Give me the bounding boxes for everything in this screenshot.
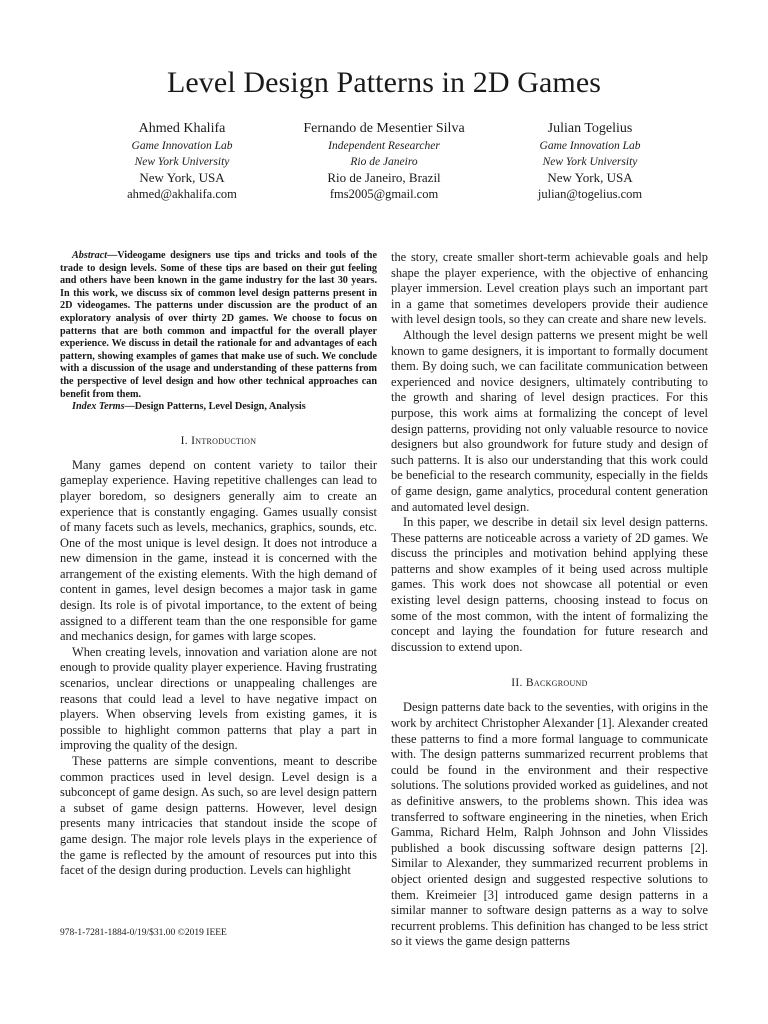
author-block (264, 120, 504, 202)
author-lab: Game Innovation Lab (131, 140, 233, 152)
author-lab: Game Innovation Lab (539, 140, 641, 152)
author-org: New York University (134, 156, 230, 168)
paragraph: In this paper, we describe in detail six level design patterns. These patterns are noticeable across a variety of 2D games. We discuss the principles and motivation behind applying these patterns and show examples of it being used across multiple games. This work does not showcase all potential or even existing level design patterns, choosing instead to focus on some of the most common, with the intent of formalizing the concept and laying the foundation for future research and discussion to extend upon. (391, 515, 708, 654)
paragraph: These patterns are simple conventions, meant to describe common practices used in level design. Level design is a subconcept of game design. As such, so are level design pattern a subset of game design patterns. However, level design presents many intricacies that standout inside the scope of game design. The major role levels plays in the experience of the game is reflected by the amount of resources put into this facet of the design during production. Levels can highlight (60, 754, 377, 878)
author-location: New York, USA (547, 170, 633, 185)
abstract (60, 250, 377, 401)
index-terms-label: Index Terms (72, 401, 125, 413)
paragraph: Design patterns date back to the seventies, with origins in the work by architect Christopher Alexander [1]. Alexander created these patterns to find a more formal language to communicate with. The design patterns summarized recurrent problems that could be found in the environment and their respective solutions. The solutions provided worked as guidelines, and not as definitive answers, to the problems shown. This idea was transferred to software engineering in the nineties, when Erich Gamma, Richard Helm, Ralph Johnson and John Vlissides published a book discussing software design patterns [2]. Similar to Alexander, they summarized recurrent problems in object oriented design and suggested respective solutions to them. Kreimeier [3] introduced game design patterns in a similar manner to software design patterns as a way to solve recurrent problems. This definition has changed to be less strict so it views the game design patterns (391, 700, 708, 949)
author-name: Fernando de Mesentier Silva (303, 121, 465, 136)
section-heading-introduction: I. Introduction (180, 434, 257, 447)
author-name: Ahmed Khalifa (138, 121, 226, 136)
author-location: New York, USA (139, 170, 225, 185)
author-email: fms2005@gmail.com (329, 187, 439, 201)
author-email: julian@togelius.com (537, 187, 643, 201)
index-terms (60, 401, 377, 414)
section-heading-background: II. Background (511, 677, 588, 690)
paper-title: Level Design Patterns in 2D Games (166, 66, 602, 99)
author-lab: Independent Researcher (328, 140, 440, 152)
right-column (391, 250, 708, 950)
copyright-footer: 978-1-7281-1884-0/19/$31.00 ©2019 IEEE (60, 928, 227, 938)
abstract-text: —Videogame designers use tips and tricks and tools of the trade to design levels. Some of these tips are based on their gut feeling and others have been known in the game industry for the last 30 years. In this work, we discuss six of common level design patterns present in 2D videogames. The patterns under discussion are the product of an exploratory analysis of over thirty 2D games. We choose to focus on patterns that are both common and impactful for the overall player experience. We discuss in detail the rationale for and advantages of each pattern, showing examples of games that make use of such. We conclude with a discussion of the usage and understanding of these patterns from the perspective of level design and how other technical approaches can benefit from them. (60, 250, 377, 400)
paragraph: Many games depend on content variety to tailor their gameplay experience. Having repetitive challenges can lead to player boredom, so designers generally aim to create an experience that is constantly engaging. Games usually consist of many facets such as levels, mechanics, graphics, sounds, etc. One of the most unique is level design. It does not introduce a new dimension in the game, instead it is concerned with the arrangement of the existing elements. With the high demand of content in games, level design becomes a major task in game design. Its role is of pivotal importance, to the extent of being assigned to a different team than the one responsible for game and mechanics design, for games with large scopes. (60, 457, 377, 644)
paragraph: the story, create smaller short-term achievable goals and help shape the player experience, with the objective of enhancing player immersion. Level creation plays such an important part in a game that sometimes developers provide their audience with level design tools, so they can create and share new levels. (391, 250, 708, 327)
left-column (60, 250, 377, 879)
abstract-label: Abstract (72, 250, 108, 261)
author-email: ahmed@akhalifa.com (127, 187, 237, 201)
author-name: Julian Togelius (547, 121, 633, 136)
author-location: Rio de Janeiro, Brazil (327, 170, 441, 185)
paragraph: When creating levels, innovation and variation alone are not enough to provide quality player experience. Having frustrating scenarios, unclear directions or unappealing challenges are reasons that could lead a level to have negative impact on players. When observing levels from existing games, it is possible to highlight common patterns that play a part in improving the quality of the design. (60, 644, 377, 753)
paragraph: Although the level design patterns we present might be well known to game designers, it is important to formally document them. By doing such, we can facilitate communication between experienced and novice designers, ultimately contributing to the growth and sharing of level design practices. For this purpose, this work aims at formalizing the concept of level design patterns, providing not only valuable resource to novice designers but also groundwork for future study and design of such patterns. It is also our understanding that this work could be beneficial to the research community, especially in the fields of game design, game analytics, procedural content generation and automated level design. (391, 327, 708, 514)
author-org: Rio de Janeiro (350, 156, 418, 168)
index-terms-text: —Design Patterns, Level Design, Analysis (124, 401, 306, 413)
author-org: New York University (542, 156, 638, 168)
author-block (470, 120, 710, 202)
